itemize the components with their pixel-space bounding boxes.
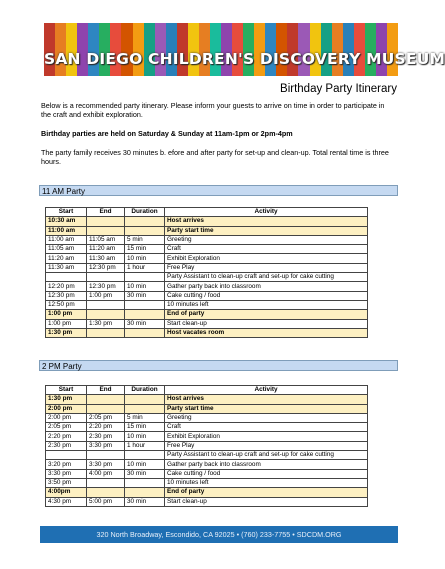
cell-end: 11:20 am [87,245,125,254]
cell-activity: Free Play [165,263,368,272]
cell-end: 12:30 pm [87,263,125,272]
cell-activity: Cake cutting / food [165,291,368,300]
schedule-row [46,478,368,487]
cell-duration [125,226,165,235]
col-start-header: Start [46,386,87,395]
schedule-table-2pm [45,385,368,507]
party-hours-text: Birthday parties are held on Saturday & Sunday at 11am-1pm or 2pm-4pm [41,129,293,138]
cell-start: 3:50 pm [46,478,87,487]
cell-start: 4:30 pm [46,497,87,506]
schedule-row [46,226,368,235]
cell-duration: 15 min [125,245,165,254]
cell-end: 11:05 am [87,235,125,244]
cell-duration [125,478,165,487]
schedule-row [46,497,368,506]
cell-end: 2:30 pm [87,432,125,441]
table-header-row [46,386,368,395]
cell-duration: 10 min [125,282,165,291]
col-start-header: Start [46,208,87,217]
cell-activity: Greeting [165,413,368,422]
cell-start: 11:00 am [46,226,87,235]
cell-activity: Party start time [165,226,368,235]
cell-duration [125,328,165,337]
schedule-row [46,423,368,432]
cell-start: 2:20 pm [46,432,87,441]
schedule-row [46,488,368,497]
cell-end: 3:30 pm [87,441,125,450]
cell-duration: 1 hour [125,263,165,272]
schedule-row [46,319,368,328]
cell-end [87,488,125,497]
cell-start: 3:30 pm [46,469,87,478]
family-note-text: The party family receives 30 minutes b. efore and after party for set-up and clean-up. Total rental time is three hours. [41,148,389,167]
cell-activity: Greeting [165,235,368,244]
cell-activity: Host vacates room [165,328,368,337]
cell-end: 1:00 pm [87,291,125,300]
schedule-row [46,235,368,244]
cell-end [87,395,125,404]
cell-end [87,273,125,282]
intro-text: Below is a recommended party itinerary. Please inform your guests to arrive on time in order to participate in the craft and exhibit exploration. [41,101,385,120]
cell-start: 3:20 pm [46,460,87,469]
cell-start: 1:30 pm [46,328,87,337]
schedule-row [46,310,368,319]
cell-start: 11:05 am [46,245,87,254]
cell-duration: 5 min [125,235,165,244]
schedule-row [46,469,368,478]
cell-end: 1:30 pm [87,319,125,328]
cell-duration: 30 min [125,497,165,506]
cell-activity: Cake cutting / food [165,469,368,478]
cell-activity: Host arrives [165,217,368,226]
cell-end [87,328,125,337]
cell-end [87,451,125,460]
schedule-row [46,245,368,254]
cell-activity: Party Assistant to clean-up craft and set-up for cake cutting [165,451,368,460]
cell-start: 2:30 pm [46,441,87,450]
page-title: Birthday Party Itinerary [280,83,397,95]
cell-start: 2:00 pm [46,404,87,413]
cell-end: 4:00 pm [87,469,125,478]
cell-activity: Exhibit Exploration [165,432,368,441]
cell-duration [125,404,165,413]
schedule-row [46,282,368,291]
cell-activity: 10 minutes left [165,300,368,309]
cell-activity: Exhibit Exploration [165,254,368,263]
schedule-row [46,300,368,309]
cell-end: 11:30 am [87,254,125,263]
cell-activity: Party Assistant to clean-up craft and set-up for cake cutting [165,273,368,282]
col-duration-header: Duration [125,208,165,217]
cell-start: 1:30 pm [46,395,87,404]
cell-duration: 10 min [125,254,165,263]
cell-activity: Start clean-up [165,497,368,506]
section-header-11am: 11 AM Party [39,185,398,196]
cell-start [46,451,87,460]
cell-end [87,478,125,487]
cell-duration: 30 min [125,291,165,300]
schedule-row [46,451,368,460]
schedule-row [46,460,368,469]
schedule-row [46,263,368,272]
cell-end: 2:20 pm [87,423,125,432]
cell-end [87,300,125,309]
cell-end [87,404,125,413]
banner-title: SAN DIEGO CHILDREN'S DISCOVERY MUSEUM [44,50,445,68]
schedule-row [46,291,368,300]
cell-start: 2:00 pm [46,413,87,422]
cell-activity: Party start time [165,404,368,413]
cell-duration: 30 min [125,469,165,478]
cell-end: 12:30 pm [87,282,125,291]
cell-activity: End of party [165,310,368,319]
cell-start: 12:20 pm [46,282,87,291]
cell-duration [125,310,165,319]
table-header-row [46,208,368,217]
cell-end [87,226,125,235]
cell-activity: Gather party back into classroom [165,460,368,469]
cell-end: 5:00 pm [87,497,125,506]
cell-start: 1:00 pm [46,319,87,328]
schedule-row [46,254,368,263]
cell-start: 11:20 am [46,254,87,263]
schedule-table-11am [45,207,368,338]
col-activity-header: Activity [165,208,368,217]
cell-activity: End of party [165,488,368,497]
cell-duration: 30 min [125,319,165,328]
cell-start: 12:50 pm [46,300,87,309]
cell-activity: Craft [165,423,368,432]
footer-contact-bar: 320 North Broadway, Escondido, CA 92025 • (760) 233-7755 • SDCDM.ORG [40,526,398,543]
cell-duration [125,273,165,282]
cell-start: 10:30 am [46,217,87,226]
cell-duration [125,451,165,460]
schedule-row [46,432,368,441]
col-end-header: End [87,386,125,395]
col-activity-header: Activity [165,386,368,395]
cell-activity: Gather party back into classroom [165,282,368,291]
schedule-row [46,413,368,422]
cell-activity: Start clean-up [165,319,368,328]
col-duration-header: Duration [125,386,165,395]
cell-duration: 1 hour [125,441,165,450]
schedule-row [46,328,368,337]
cell-end [87,217,125,226]
schedule-row [46,217,368,226]
schedule-row [46,273,368,282]
cell-start: 4:00pm [46,488,87,497]
cell-end: 3:30 pm [87,460,125,469]
cell-activity: Craft [165,245,368,254]
cell-start: 1:00 pm [46,310,87,319]
cell-activity: 10 minutes left [165,478,368,487]
cell-start: 11:30 am [46,263,87,272]
cell-start: 2:05 pm [46,423,87,432]
cell-duration: 5 min [125,413,165,422]
schedule-row [46,441,368,450]
cell-start: 11:00 am [46,235,87,244]
schedule-row [46,395,368,404]
cell-duration [125,488,165,497]
cell-activity: Free Play [165,441,368,450]
cell-duration: 10 min [125,460,165,469]
section-header-2pm: 2 PM Party [39,360,398,371]
cell-activity: Host arrives [165,395,368,404]
cell-end: 2:05 pm [87,413,125,422]
cell-start: 12:30 pm [46,291,87,300]
cell-duration: 15 min [125,423,165,432]
cell-duration: 10 min [125,432,165,441]
cell-end [87,310,125,319]
col-end-header: End [87,208,125,217]
schedule-row [46,404,368,413]
museum-banner [44,23,445,76]
cell-start [46,273,87,282]
cell-duration [125,395,165,404]
cell-duration [125,217,165,226]
cell-duration [125,300,165,309]
